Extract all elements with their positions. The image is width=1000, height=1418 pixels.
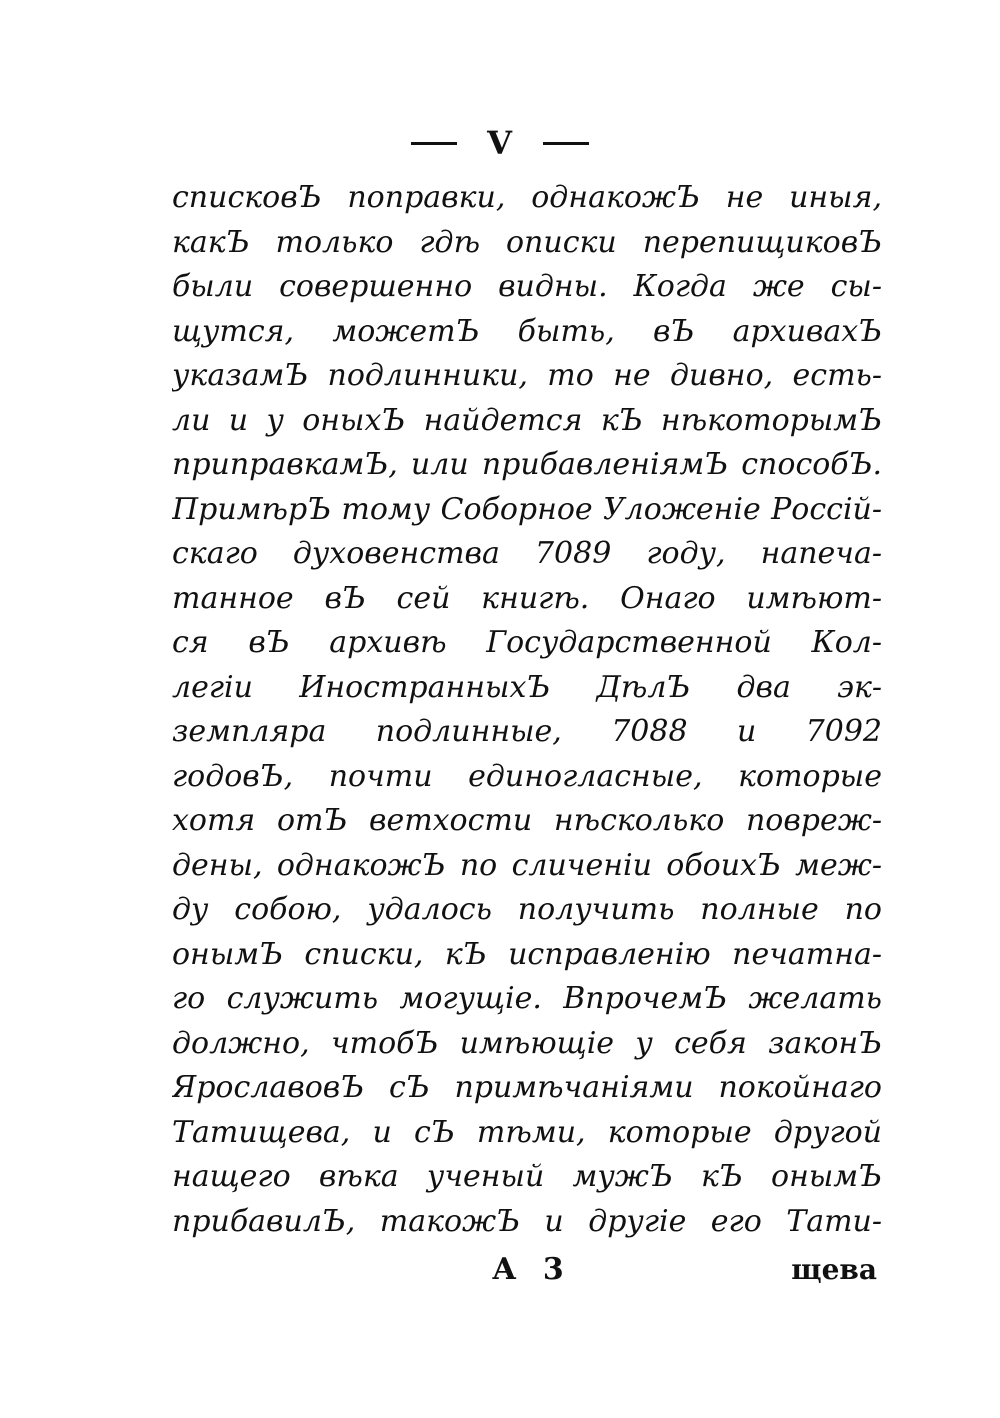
text-line: ЯрославовЪ сЪ примѣчаніями покойнаго xyxy=(172,1070,882,1105)
header-dash-right xyxy=(543,142,589,145)
text-line: годовЪ, почти единогласные, которые xyxy=(172,758,882,794)
text-line: нащего вѣка ученый мужЪ кЪ онымЪ xyxy=(172,1159,882,1194)
text-line: должно, чтобЪ имѣющіе у себя законЪ xyxy=(172,1025,882,1061)
signature-mark: А 3 xyxy=(492,1252,572,1287)
text-line: ПримѣрЪ тому Соборное Уложеніе Россій- xyxy=(172,491,882,527)
text-line: щутся, можетЪ быть, вЪ архивахЪ xyxy=(172,313,882,349)
text-line: танное вЪ сей книгѣ. Онаго имѣют- xyxy=(172,580,882,616)
text-line: какЪ только гдѣ описки перепищиковЪ xyxy=(172,224,882,260)
text-line: ду собою, удалось получить полные по xyxy=(172,892,882,927)
text-line: ся вЪ архивѣ Государственной Кол- xyxy=(172,625,882,660)
text-line: ли и у оныхЪ найдется кЪ нѣкоторымЪ xyxy=(172,402,882,438)
catchword: щева xyxy=(791,1253,877,1286)
text-line: Татищева, и сЪ тѣми, которые другой xyxy=(172,1114,882,1150)
header-dash-left xyxy=(411,142,457,145)
text-line: были совершенно видны. Когда же сы- xyxy=(172,269,882,304)
text-line: приправкамЪ, или прибавленіямЪ способЪ. xyxy=(172,447,882,482)
text-line: земпляра подлинные, 7088 и 7092 xyxy=(172,714,882,749)
page-header xyxy=(0,118,1000,168)
page-footer xyxy=(172,1248,877,1292)
text-line: онымЪ списки, кЪ исправленію печатна- xyxy=(172,936,882,972)
text-line: списковЪ поправки, однакожЪ не иныя, xyxy=(172,180,882,215)
text-line: скаго духовенства 7089 году, напеча- xyxy=(172,536,882,571)
text-line: указамЪ подлинники, то не дивно, есть- xyxy=(172,358,882,393)
text-line: го служить могущіе. ВпрочемЪ желать xyxy=(172,981,882,1016)
text-line: дены, однакожЪ по сличеніи обоихЪ меж- xyxy=(172,847,882,883)
text-line: легіи ИностранныхЪ ДѣлЪ два эк- xyxy=(172,669,882,705)
body-text xyxy=(172,176,882,1244)
page-number: V xyxy=(487,124,513,162)
text-line: хотя отЪ ветхости нѣсколько повреж- xyxy=(172,803,882,838)
text-line: прибавилЪ, такожЪ и другіе его Тати- xyxy=(172,1203,882,1239)
